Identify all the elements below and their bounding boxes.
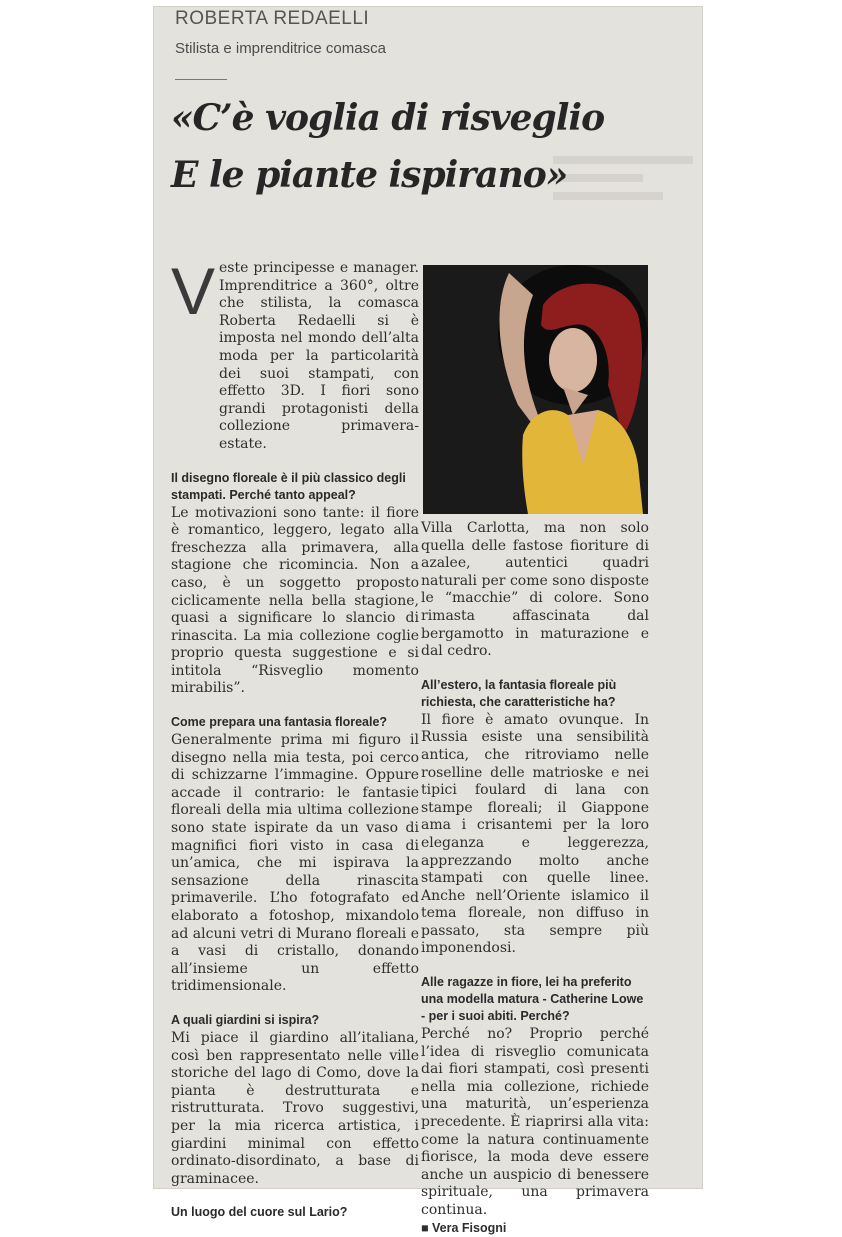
author-name: ROBERTA REDAELLI [175,8,370,29]
answer: Il fiore è amato ovunque. In Russia esiste una sensibilità antica, che ritroviamo nelle roselline delle matrioske e nei tipici foulard di lana con stampe floreali; il Giappone ama i crisantemi per la loro eleganza e leggerezza, apprezzando molto anche stampati con quelle linee. Anche nell’Oriente islamico il tema floreale, non diffuso in passato, sta sempre più imponendosi. [421,711,649,957]
question: Alle ragazze in fiore, lei ha preferito una modella matura - Catherine Lowe - per i suoi abiti. Perché? [421,975,644,1024]
author-role: Stilista e imprenditrice comasca [175,40,386,57]
headline [171,90,691,204]
left-column [171,254,419,1222]
header-rule [175,79,227,80]
intro-text: este principesse e manager. Imprenditrice a 360°, oltre che stilista, la comasca Roberta Redaelli si è imposta nel mondo dell’alta moda per la particolarità dei suoi stampati, con effetto 3D. I fiori sono grandi protagonisti della collezione primavera-estate. [219,260,419,452]
answer: Generalmente prima mi figuro il disegno nella mia testa, poi cerco di schizzarne l’immagine. Oppure accade il contrario: le fantasie floreali della mia ultima collezione sono state ispirate da un vaso di magnifici fiori visto in casa di un’amica, che mi ispirava la sensazione della rinascita primaverile. L’ho fotografato ed elaborato a fotoshop, mixandolo ad alcuni vetri di Murano floreali e a vasi di cristallo, donando all’insieme un effetto tridimensionale. [171,732,419,995]
intro-paragraph [171,254,419,454]
question: Come prepara una fantasia floreale? [171,715,388,730]
question: A quali giardini si ispira? [171,1012,320,1027]
question: Un luogo del cuore sul Lario? [171,1205,348,1220]
byline: ■ Vera Fisogni [421,1220,507,1235]
right-column [421,520,649,1237]
photo-icon [423,265,648,514]
headline-line-2: E le piante ispirano» [171,154,568,196]
portrait-photo [423,265,648,514]
headline-line-1: «C’è voglia di risveglio [171,97,605,139]
newspaper-clipping [153,6,703,1235]
answer: Le motivazioni sono tante: il fiore è romantico, leggero, legato alla freschezza alla primavera, alla stagione che ricomincia. Non a caso, è un soggetto proposto ciclicamente nella bella stagione, quasi a significare lo slancio di rinascita. La mia collezione coglie proprio questa suggestione e si intitola “Risveglio momento mirabilis”. [171,504,419,697]
bleed-through-text [523,10,703,36]
question: All’estero, la fantasia floreale più richiesta, che caratteristiche ha? [421,677,617,709]
question: Il disegno floreale è il più classico degli stampati. Perché tanto appeal? [171,470,406,502]
lead-text: Villa Carlotta, ma non solo quella delle fastose fioriture di azalee, autentici quadri naturali per come sono disposte le “macchie” di colore. Sono rimasta affascinata dal bergamotto in maturazione e dal cedro. [421,520,649,660]
answer: Mi piace il giardino all’italiana, così ben rappresentato nelle ville storiche del lago di Como, dove la pianta è destrutturata e ristrutturata. Trovo suggestivi, per la mia ricerca artistica, i giardini minimal con effetto ordinato-disordinato, a base di graminacee. [171,1029,419,1187]
answer: Perché no? Proprio perché l’idea di risveglio comunicata dai fiori stampati, così presenti nella mia collezione, richiede una maturità, un’esperienza precedente. È riaprirsi alla vita: come la natura continuamente fiorisce, la moda deve essere anche un auspicio di benessere spirituale, una primavera continua. [421,1026,649,1218]
drop-cap: V [171,254,216,328]
